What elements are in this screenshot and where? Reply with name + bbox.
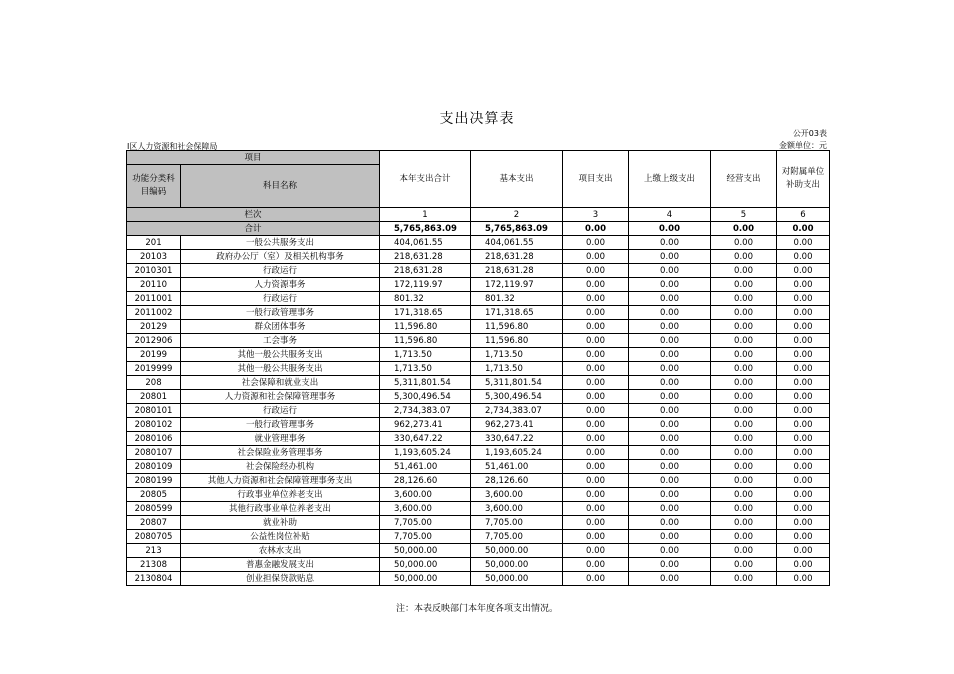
row-code: 2011002 [127, 306, 181, 320]
total-row [127, 222, 830, 236]
row-value: 3,600.00 [380, 488, 471, 502]
header-col4: 上缴上级支出 [629, 151, 711, 208]
row-value: 0.00 [711, 236, 777, 250]
row-value: 0.00 [629, 264, 711, 278]
table-row [127, 432, 830, 446]
row-value: 0.00 [629, 306, 711, 320]
col-number-2: 2 [471, 208, 563, 222]
row-value: 1,713.50 [380, 348, 471, 362]
row-value: 0.00 [629, 278, 711, 292]
row-value: 0.00 [563, 488, 629, 502]
header-col6: 对附属单位补助支出 [777, 151, 830, 208]
row-name: 人力资源事务 [181, 278, 380, 292]
row-value: 330,647.22 [471, 432, 563, 446]
row-value: 0.00 [711, 530, 777, 544]
row-value: 0.00 [629, 558, 711, 572]
row-value: 0.00 [629, 502, 711, 516]
row-value: 28,126.60 [471, 474, 563, 488]
row-value: 0.00 [711, 544, 777, 558]
row-value: 218,631.28 [380, 264, 471, 278]
row-value: 0.00 [711, 418, 777, 432]
row-value: 0.00 [563, 530, 629, 544]
table-row [127, 502, 830, 516]
total-value: 5,765,863.09 [380, 222, 471, 236]
row-value: 5,300,496.54 [471, 390, 563, 404]
row-code: 20103 [127, 250, 181, 264]
table-row [127, 292, 830, 306]
row-code: 2080107 [127, 446, 181, 460]
row-value: 0.00 [711, 348, 777, 362]
table-row [127, 306, 830, 320]
row-value: 0.00 [563, 474, 629, 488]
row-value: 3,600.00 [380, 502, 471, 516]
row-code: 2130804 [127, 572, 181, 586]
header-col5: 经营支出 [711, 151, 777, 208]
row-value: 0.00 [777, 530, 830, 544]
row-code: 2080199 [127, 474, 181, 488]
row-name: 一般行政管理事务 [181, 418, 380, 432]
row-value: 0.00 [711, 558, 777, 572]
row-value: 218,631.28 [380, 250, 471, 264]
row-name: 行政事业单位养老支出 [181, 488, 380, 502]
table-row [127, 516, 830, 530]
row-value: 0.00 [711, 460, 777, 474]
row-value: 218,631.28 [471, 264, 563, 278]
row-value: 0.00 [629, 530, 711, 544]
row-name: 公益性岗位补贴 [181, 530, 380, 544]
row-value: 0.00 [563, 502, 629, 516]
table-row [127, 250, 830, 264]
row-value: 801.32 [380, 292, 471, 306]
table-row [127, 544, 830, 558]
table-row [127, 558, 830, 572]
table-row [127, 334, 830, 348]
row-code: 213 [127, 544, 181, 558]
row-value: 0.00 [563, 278, 629, 292]
col-number-6: 6 [777, 208, 830, 222]
row-code: 20807 [127, 516, 181, 530]
header-col2: 基本支出 [471, 151, 563, 208]
row-value: 2,734,383.07 [471, 404, 563, 418]
row-name: 其他一般公共服务支出 [181, 362, 380, 376]
row-value: 0.00 [711, 250, 777, 264]
total-value: 0.00 [711, 222, 777, 236]
row-code: 2010301 [127, 264, 181, 278]
row-value: 0.00 [711, 264, 777, 278]
row-value: 1,193,605.24 [471, 446, 563, 460]
header-row-no: 栏次 [127, 208, 380, 222]
row-value: 51,461.00 [471, 460, 563, 474]
col-number-4: 4 [629, 208, 711, 222]
row-code: 21308 [127, 558, 181, 572]
page-title: 支出决算表 [439, 111, 515, 127]
table-row [127, 474, 830, 488]
row-value: 0.00 [777, 432, 830, 446]
row-value: 0.00 [563, 250, 629, 264]
row-value: 0.00 [777, 404, 830, 418]
row-name: 行政运行 [181, 292, 380, 306]
row-value: 5,311,801.54 [380, 376, 471, 390]
row-value: 171,318.65 [380, 306, 471, 320]
row-name: 社会保险业务管理事务 [181, 446, 380, 460]
row-value: 50,000.00 [471, 544, 563, 558]
total-value: 0.00 [629, 222, 711, 236]
row-value: 0.00 [777, 264, 830, 278]
row-value: 0.00 [629, 376, 711, 390]
row-value: 0.00 [777, 418, 830, 432]
row-value: 7,705.00 [380, 530, 471, 544]
row-name: 行政运行 [181, 404, 380, 418]
row-code: 20129 [127, 320, 181, 334]
row-code: 20199 [127, 348, 181, 362]
row-value: 0.00 [777, 306, 830, 320]
row-value: 0.00 [777, 376, 830, 390]
row-code: 2011001 [127, 292, 181, 306]
row-value: 171,318.65 [471, 306, 563, 320]
row-value: 330,647.22 [380, 432, 471, 446]
row-value: 0.00 [777, 502, 830, 516]
row-value: 0.00 [629, 390, 711, 404]
header-col1: 本年支出合计 [380, 151, 471, 208]
row-value: 1,713.50 [471, 348, 563, 362]
table-row [127, 376, 830, 390]
row-value: 0.00 [563, 558, 629, 572]
row-value: 0.00 [563, 334, 629, 348]
row-name: 社会保障和就业支出 [181, 376, 380, 390]
row-value: 0.00 [629, 572, 711, 586]
row-value: 0.00 [711, 306, 777, 320]
row-name: 行政运行 [181, 264, 380, 278]
row-value: 0.00 [711, 432, 777, 446]
table-row [127, 236, 830, 250]
row-value: 50,000.00 [380, 572, 471, 586]
row-value: 0.00 [629, 320, 711, 334]
row-name: 人力资源和社会保障管理事务 [181, 390, 380, 404]
row-value: 801.32 [471, 292, 563, 306]
row-value: 0.00 [777, 292, 830, 306]
row-value: 0.00 [629, 474, 711, 488]
row-value: 0.00 [777, 236, 830, 250]
row-value: 5,311,801.54 [471, 376, 563, 390]
row-value: 172,119.97 [380, 278, 471, 292]
row-name: 农林水支出 [181, 544, 380, 558]
row-code: 2080599 [127, 502, 181, 516]
row-code: 208 [127, 376, 181, 390]
row-value: 0.00 [711, 446, 777, 460]
row-value: 28,126.60 [380, 474, 471, 488]
row-value: 0.00 [563, 404, 629, 418]
row-value: 0.00 [711, 362, 777, 376]
total-value: 5,765,863.09 [471, 222, 563, 236]
row-code: 20805 [127, 488, 181, 502]
row-value: 2,734,383.07 [380, 404, 471, 418]
row-value: 11,596.80 [380, 334, 471, 348]
row-value: 0.00 [777, 572, 830, 586]
row-value: 0.00 [563, 264, 629, 278]
row-value: 3,600.00 [471, 502, 563, 516]
row-value: 0.00 [563, 362, 629, 376]
row-value: 0.00 [563, 348, 629, 362]
table-note: 注：本表反映部门本年度各项支出情况。 [395, 604, 558, 614]
row-value: 0.00 [629, 250, 711, 264]
header-project: 项目 [127, 151, 380, 165]
row-value: 50,000.00 [471, 558, 563, 572]
row-name: 其他行政事业单位养老支出 [181, 502, 380, 516]
row-value: 0.00 [777, 460, 830, 474]
table-row [127, 418, 830, 432]
row-value: 0.00 [711, 278, 777, 292]
row-value: 0.00 [777, 334, 830, 348]
row-value: 0.00 [711, 404, 777, 418]
row-value: 0.00 [711, 334, 777, 348]
row-value: 5,300,496.54 [380, 390, 471, 404]
row-name: 其他一般公共服务支出 [181, 348, 380, 362]
row-value: 0.00 [629, 446, 711, 460]
row-value: 962,273.41 [380, 418, 471, 432]
row-value: 404,061.55 [380, 236, 471, 250]
header-code: 功能分类科目编码 [127, 165, 181, 208]
row-code: 2080705 [127, 530, 181, 544]
row-value: 0.00 [563, 390, 629, 404]
row-value: 0.00 [711, 474, 777, 488]
row-value: 218,631.28 [471, 250, 563, 264]
table-row [127, 572, 830, 586]
row-value: 0.00 [777, 544, 830, 558]
table-row [127, 320, 830, 334]
row-value: 0.00 [563, 292, 629, 306]
row-value: 0.00 [777, 278, 830, 292]
row-value: 0.00 [629, 348, 711, 362]
row-name: 其他人力资源和社会保障管理事务支出 [181, 474, 380, 488]
row-value: 0.00 [777, 250, 830, 264]
row-name: 普惠金融发展支出 [181, 558, 380, 572]
row-value: 7,705.00 [380, 516, 471, 530]
row-value: 0.00 [777, 516, 830, 530]
col-number-1: 1 [380, 208, 471, 222]
row-code: 2080109 [127, 460, 181, 474]
reporting-unit-name: Ⅰ区人力资源和社会保障局 [127, 142, 218, 151]
row-value: 0.00 [629, 516, 711, 530]
row-value: 0.00 [711, 320, 777, 334]
row-name: 创业担保贷款贴息 [181, 572, 380, 586]
row-code: 2080102 [127, 418, 181, 432]
row-value: 11,596.80 [471, 320, 563, 334]
row-value: 0.00 [711, 572, 777, 586]
row-value: 7,705.00 [471, 516, 563, 530]
table-row [127, 278, 830, 292]
row-name: 群众团体事务 [181, 320, 380, 334]
row-value: 50,000.00 [380, 544, 471, 558]
row-value: 0.00 [563, 572, 629, 586]
row-value: 11,596.80 [471, 334, 563, 348]
row-value: 1,713.50 [471, 362, 563, 376]
header-col3: 项目支出 [563, 151, 629, 208]
row-name: 政府办公厅（室）及相关机构事务 [181, 250, 380, 264]
row-value: 0.00 [563, 460, 629, 474]
row-value: 7,705.00 [471, 530, 563, 544]
table-row [127, 488, 830, 502]
row-code: 2080106 [127, 432, 181, 446]
row-value: 3,600.00 [471, 488, 563, 502]
currency-unit: 金额单位：元 [779, 141, 827, 150]
table-row [127, 390, 830, 404]
row-value: 0.00 [711, 292, 777, 306]
row-code: 20110 [127, 278, 181, 292]
row-code: 2019999 [127, 362, 181, 376]
row-value: 0.00 [629, 362, 711, 376]
row-value: 0.00 [777, 348, 830, 362]
row-code: 20801 [127, 390, 181, 404]
form-number: 公开03表 [792, 129, 827, 138]
row-value: 0.00 [629, 404, 711, 418]
row-name: 就业管理事务 [181, 432, 380, 446]
row-code: 2080101 [127, 404, 181, 418]
row-value: 50,000.00 [380, 558, 471, 572]
row-value: 0.00 [563, 236, 629, 250]
row-value: 1,193,605.24 [380, 446, 471, 460]
row-value: 0.00 [563, 446, 629, 460]
table-row [127, 264, 830, 278]
row-value: 1,713.50 [380, 362, 471, 376]
row-value: 0.00 [629, 488, 711, 502]
table-row [127, 530, 830, 544]
table-row [127, 404, 830, 418]
total-value: 0.00 [563, 222, 629, 236]
row-value: 0.00 [563, 418, 629, 432]
total-value: 0.00 [777, 222, 830, 236]
row-value: 0.00 [563, 306, 629, 320]
row-value: 0.00 [629, 418, 711, 432]
table-row [127, 362, 830, 376]
row-value: 0.00 [629, 236, 711, 250]
row-value: 0.00 [777, 390, 830, 404]
expenditure-table [126, 150, 830, 586]
total-label: 合计 [127, 222, 380, 236]
row-name: 社会保险经办机构 [181, 460, 380, 474]
row-value: 0.00 [629, 432, 711, 446]
row-value: 404,061.55 [471, 236, 563, 250]
row-value: 0.00 [563, 432, 629, 446]
row-value: 172,119.97 [471, 278, 563, 292]
row-name: 工会事务 [181, 334, 380, 348]
row-value: 0.00 [711, 390, 777, 404]
row-value: 0.00 [711, 488, 777, 502]
row-value: 0.00 [711, 516, 777, 530]
row-name: 一般行政管理事务 [181, 306, 380, 320]
row-value: 50,000.00 [471, 572, 563, 586]
row-name: 就业补助 [181, 516, 380, 530]
row-value: 0.00 [777, 320, 830, 334]
table-row [127, 348, 830, 362]
row-name: 一般公共服务支出 [181, 236, 380, 250]
row-value: 0.00 [563, 320, 629, 334]
row-value: 0.00 [629, 544, 711, 558]
row-value: 0.00 [777, 558, 830, 572]
row-value: 0.00 [711, 376, 777, 390]
row-value: 0.00 [777, 488, 830, 502]
row-value: 11,596.80 [380, 320, 471, 334]
col-number-5: 5 [711, 208, 777, 222]
row-value: 0.00 [777, 446, 830, 460]
row-value: 962,273.41 [471, 418, 563, 432]
table-row [127, 460, 830, 474]
row-value: 0.00 [777, 362, 830, 376]
table-row [127, 446, 830, 460]
row-value: 51,461.00 [380, 460, 471, 474]
row-value: 0.00 [629, 292, 711, 306]
row-value: 0.00 [711, 502, 777, 516]
row-code: 2012906 [127, 334, 181, 348]
row-value: 0.00 [563, 544, 629, 558]
row-value: 0.00 [777, 474, 830, 488]
row-value: 0.00 [563, 376, 629, 390]
row-code: 201 [127, 236, 181, 250]
row-value: 0.00 [629, 460, 711, 474]
col-number-3: 3 [563, 208, 629, 222]
row-value: 0.00 [629, 334, 711, 348]
header-name: 科目名称 [181, 165, 380, 208]
row-value: 0.00 [563, 516, 629, 530]
